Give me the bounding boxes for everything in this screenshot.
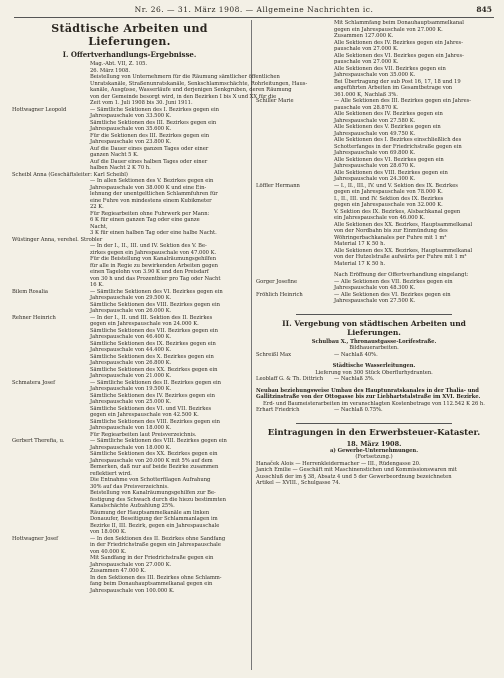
section2-title: II. Vergebung von städtischen Arbeiten und Lieferungen. — [282, 318, 466, 337]
entry-name: Wüstinger Anna, verehel. Strobler — [12, 236, 103, 243]
entry-text: Mit Sandfang in der Friedrichstraße gegen ein — [90, 555, 214, 561]
entry-text: Sämtliche Sektionen des XX. Bezirkes gegen ein — [90, 451, 218, 457]
entry-text: Bei Übertragung der sub Post 16, 17, 18 und 19 — [334, 78, 461, 85]
entry-text: V. Sektion des IX. Bezirkes, Alsbachkanal gegen — [334, 208, 461, 215]
s3-lines — [256, 461, 492, 487]
entry-text: Beistellung von Kanalräumungsgehilfen zur Be- — [90, 490, 216, 496]
s2-item1-text: — Nachlaß 40%. — [334, 351, 378, 358]
kataster-line: Artikel — XVIII., Schulgasse 74. — [256, 480, 341, 486]
section-title: Städtische Arbeiten und Lieferungen. — [51, 22, 208, 48]
entry-text: — In der I., II., III. und IV. Sektion des V. Be- — [90, 243, 207, 249]
section-subtitle: I. Offertverhandlungs-Ergebnisse. — [62, 50, 197, 59]
entry-text: ein Jahrespauschale von 46.000 K. — [334, 215, 425, 221]
entry-text: in der Friedrichstraße gegen ein Jahrespauschale — [90, 542, 221, 548]
page-number: 845 — [476, 5, 492, 14]
entry-text: Jahrespauschale von 33.500 K. — [90, 113, 172, 119]
entry-text: Sämtliche Sektionen des XX. Bezirkes gegen ein — [90, 366, 218, 373]
entry-text: lehnung der unentgeltlichen Schlammfuhren für — [90, 191, 218, 197]
entry-text: gegen ein Jahrespauschale von 27.000 K. — [334, 26, 443, 33]
entry-text: Sämtliche Sektionen des IV. Bezirkes gegen ein — [90, 392, 215, 399]
entry-text: Alle Sektionen des VII. Bezirkes gegen ein — [334, 65, 446, 72]
entry-text: Kanalschächte Aufzahlung 25%. — [90, 503, 175, 509]
entry-text: Jahrespauschale von 20.000 K mit 5% auf dem — [90, 457, 213, 464]
entry-text: Für Regiearbeiten laut Preisverzeichnis. — [90, 431, 197, 438]
entry-text: Alle Sektionen des VI. Bezirkes gegen ein Jahres- — [334, 52, 464, 59]
separator — [296, 314, 452, 315]
entry-text: Sämtliche Sektionen des VI. und VII. Bezirkes — [90, 405, 212, 412]
entry-text: zirkes gegen ein Jahrespauschale von 47.000 K. — [90, 249, 217, 256]
text-line — [12, 542, 247, 549]
entry-text: Bemerken, daß nur auf beide Bezirke zusammen — [90, 464, 219, 470]
entry-text: Alle Sektionen des XX. Bezirkes, Hauptsammelkanal — [334, 247, 473, 254]
header-title: Nr. 26. — 31. März 1908. — Allgemeine Nachrichten ic. — [134, 5, 374, 14]
entry-text: — In den Sektionen des II. Bezirkes ohne Sandfang — [90, 535, 226, 542]
kataster-line: Janich Emilie — Geschäft mit Maschinenstichen und Kommissionswaren mit — [256, 467, 457, 473]
entry-text: von 30 h und das Prozentbier pro Tag oder Nacht — [90, 275, 221, 282]
entry-text: fang beim Donauhauptsammelkanal gegen ein — [90, 581, 213, 587]
right-column — [256, 20, 492, 670]
entry-text: Jahrespauschale von 24.300 K. — [334, 176, 416, 182]
entry-text: Jahrespauschale von 100.000 K. — [90, 587, 175, 594]
entry-text: eine Fuhre von mindestens einem Kubikmeter — [90, 197, 212, 204]
entry-text: Jahrespauschale von 25.000 K. — [90, 399, 172, 405]
entry-text: Jahrespauschale von 18.000 K. — [90, 425, 172, 431]
entry-text: Bezirke II, III. Bezirk, gegen ein Jahrespauschale — [90, 522, 220, 529]
entry-text: einen Tagelohn von 3.90 K und den Preisdarf — [90, 269, 209, 275]
entry-text: Jahrespauschale von 48.300 K. — [334, 285, 416, 291]
s2-item2-name: Leoblaff G. & Th. Dittrich — [256, 376, 324, 382]
entry-text: Beistellung von Unternehmern für die Räumung sämtlicher öffentlichen — [90, 74, 280, 80]
entry-text: Jahrespauschale von 69.800 K. — [334, 150, 416, 156]
entry-text: Räumung der Hauptsammelkanäle am linken — [90, 509, 210, 516]
entry-text: von der Gemeinde besorgt wird, in den Bezirken I bis X und XX für die — [90, 93, 277, 100]
entry-text: Für die Sektionen des III. Bezirkes gegen ein — [90, 132, 210, 139]
entry-text: Jahrespauschale von 46.400 K. — [90, 334, 172, 340]
entry-text: Zeit vom 1. Juli 1908 bis 30. Juni 1911. — [90, 100, 193, 106]
entry-text: Auf die Dauer eines ganzen Tages oder einer — [90, 145, 209, 152]
entry-text: Auf die Dauer eines halben Tages oder einer — [90, 158, 208, 165]
entry-name: Gorger Josefine — [256, 278, 298, 285]
s2-item3-text: — Nachlaß 0.75%. — [334, 407, 383, 413]
s3-date: 18. März 1908. — [346, 439, 402, 448]
entry-text: — Alle Sektionen des III. Bezirkes gegen ein Jahres- — [334, 98, 472, 104]
entry-text: Alle Sektionen des V. Bezirkes gegen ein — [334, 124, 441, 130]
entry-text: Jahrespauschale von 21.000 K. — [90, 373, 172, 379]
entry-text: Donauufer, Beseitigung der Schlammanlagen im — [90, 516, 218, 522]
entry-text: gegen ein Jahrespauschale von 78.000 K. — [334, 189, 443, 195]
kataster-line: Hanaček Alois — Herrenkleidermacher — III., Rüdengasse 20. — [256, 460, 421, 467]
entry-text: Für Regiearbeiten ohne Fuhrwerk per Mann: — [90, 210, 210, 217]
entry-name: Schiller Marie — [256, 98, 294, 104]
entry-text: — Sämtliche Sektionen des II. Bezirkes gegen ein — [90, 379, 222, 386]
entry-text: festigung des Schwach durch die hiezu bestimmten — [90, 496, 226, 503]
entry-text: angeführten Arbeiten im Gesamtbetrage von — [334, 85, 453, 91]
entry-text: Jahrespauschale von 29.500 K. — [90, 295, 172, 301]
entry-text: 26. März 1908. — [90, 67, 131, 74]
entry-name: Hottwagner Josef — [12, 535, 59, 542]
entry-text: pauschale von 27.000 K. — [334, 59, 399, 65]
entry-name: Fröhlich Heinrich — [256, 291, 303, 298]
s2-paragraph-2: Erd- und Baumeisterarbeiten im veranschlagten Kostenbetrage von 112.542 K 26 h. — [263, 400, 485, 407]
entry-name: Bilem Rosalia — [12, 288, 48, 295]
entry-text: Sämtliche Sektionen des X. Bezirkes gegen ein — [90, 353, 214, 360]
s2-item3-name: Erhart Friedrich — [256, 407, 300, 413]
entry-text: — Alle Sektionen des VII. Bezirkes gegen ein — [334, 278, 453, 285]
entry-text: von 40.000 K. — [90, 548, 127, 555]
entry-text: Sämtliche Sektionen des VII. Bezirkes gegen ein — [90, 327, 218, 334]
entry-text: Schotterfanges in der Friedrichstraße gegen ein — [334, 143, 462, 150]
text-line — [12, 588, 247, 595]
entry-text: Material 17 K 50 h. — [334, 260, 386, 267]
entry-text: Jahrespauschale von 35.600 K. — [90, 126, 172, 132]
entry-text: Sämtliche Sektionen des VIII. Bezirkes gegen ein — [90, 418, 220, 425]
entry-text: Jahrespauschale von 26.800 K. — [90, 360, 172, 366]
entry-text: Sämtliche Sektionen des IX. Bezirkes gegen ein — [90, 340, 216, 347]
entry-text: Für die Beistellung von Kanalräumungsgehilfen — [90, 256, 217, 262]
entry-text: Jahrespauschale von 28.670 K. — [334, 163, 416, 169]
entry-text: Jahrespauschale von 26.000 K. — [90, 308, 172, 314]
entry-text: Jahrespauschale von 27.500 K. — [334, 298, 416, 304]
entry-text: gegen ein Jahrespauschale von 42.500 K. — [90, 412, 199, 418]
entry-text: Nacht, — [90, 223, 108, 230]
entry-text: 361.000 K, Nachlaß 3%. — [334, 91, 398, 98]
entry-text: gegen ein Jahrespauschale von 32.000 K. — [334, 202, 443, 208]
entry-text: Jahrespauschale von 35.000 K. — [334, 72, 416, 78]
entry-name: Hottwagner Leopold — [12, 106, 67, 113]
kataster-line: Ausschluß der im § 38, Absatz 4 und 5 der Gewerbeordnung bezeichneten — [256, 473, 452, 480]
entry-text: kanäle, Ausgüsse, Wasserläufe und derjenigen Senkgruben, deren Räumung — [90, 87, 292, 93]
entry-text: — Alle Sektionen des VI. Bezirkes gegen ein — [334, 291, 451, 298]
s3-subheading: a) Gewerbe-Unternehmungen. — [329, 447, 419, 454]
entry-text: pauschale von 28.870 K. — [334, 104, 399, 111]
entry-text: Mag.-Abt. VII, Z. 105. — [90, 61, 148, 67]
entry-text: Zusammen 47.000 K. — [90, 568, 146, 574]
entry-text: 16 K. — [90, 282, 104, 288]
entry-name: Rehner Heinrich — [12, 314, 56, 321]
entry-text: Jahrespauschale von 49.750 K. — [334, 130, 416, 137]
entry-text: Material 17 K 50 h. — [334, 241, 386, 247]
s2-item2-text: — Nachlaß 3%. — [334, 376, 375, 382]
entry-name: Löffler Hermann — [256, 182, 300, 189]
entry-text: Alle Sektionen des IV. Bezirkes gegen ein Jahres- — [334, 39, 463, 46]
entry-text: Jahrespauschale von 23.800 K. — [90, 139, 172, 145]
entry-text: I., II., III. und IV. Sektion des IX. Bezirkes — [334, 195, 444, 202]
section3-title: Eintragungen in den Erwerbsteuer-Kataster. — [267, 427, 481, 438]
entry-text: Jahrespauschale von 27.000 K. — [90, 561, 172, 568]
entry-text: — Sämtliche Sektionen des VI. Bezirkes gegen ein — [90, 288, 223, 295]
s2-item1-name: Schreißl Max — [256, 351, 292, 358]
entry-text: Jahrespauschale von 44.400 K. — [90, 347, 172, 353]
entry-text: ganzen Nacht 5 K. — [90, 152, 139, 158]
entry-text: pauschale von 27.000 K. — [334, 46, 399, 52]
s2-paragraph-1: Neubau beziehungsweise Umbau des Hauptunratskanales in der Thalia- und Gallitzinstraße von der Ottogasse bis zur Liebhartstalstraße im XVI. Bezirke. — [256, 387, 481, 400]
entry-text: Zusammen 127.000 K. — [334, 33, 394, 39]
entry-text: 6 K für einen ganzen Tag oder eine ganze — [90, 217, 200, 223]
entry-text: 22 K. — [90, 204, 104, 210]
entry-text: Alle Sektionen des I. Bezirkes einschließlich des — [334, 137, 462, 143]
entry-text: — In der I., II. und III. Sektion des II. Bezirkes — [90, 314, 213, 321]
entry-text: halben Nacht 2 K 70 h. — [90, 165, 151, 171]
entry-text: Jahrespauschale von 19.500 K. — [90, 386, 172, 392]
separator-2 — [296, 423, 452, 424]
s2-subheading-1: Schulbau X., Thronaustgasse-Lorifestraße. — [311, 338, 437, 345]
entry-text: Die Entnahme von Schotterfilagen Aufrahung — [90, 477, 211, 483]
entry-text: Jahrespauschale von 38.000 K und eine Ein- — [90, 184, 207, 191]
entry-text: Alle Sektionen des VIII. Bezirkes gegen ein — [334, 169, 448, 176]
entry-text: In den Sektionen des III. Bezirkes ohne Schlamm- — [90, 574, 222, 581]
entry-text: Unratskanäle, Straßenunratskanäle, Senkschlammschächte, Rohrleitungen, Haus- — [90, 80, 308, 87]
entry-text: reflektiert wird. — [90, 470, 132, 477]
entry-text: Sämtliche Sektionen des III. Bezirkes gegen ein — [90, 119, 217, 126]
entry-text: Nach Eröffnung der Offertverhandlung eingelangt: — [334, 272, 469, 278]
entry-text: von der Nordbahn bis zur Einmündung des — [334, 228, 448, 234]
s3-continuation: (Fortsetzung.) — [355, 454, 393, 460]
entry-text: — I., II., III., IV. und V. Sektion des IX. Bezirkes — [334, 182, 458, 189]
entry-text: Alle Sektionen des IV. Bezirkes gegen ein — [334, 111, 443, 117]
s2-subheading-2b: Lieferung von 300 Stück Oberflurhydranten. — [315, 369, 433, 376]
entry-text: — Sämtliche Sektionen des VIII. Bezirkes gegen ein — [90, 438, 227, 444]
entry-text: 3 K für einen halben Tag oder eine halbe Nacht. — [90, 230, 217, 236]
entry-text: Alle Sektionen des VI. Bezirkes gegen ein — [334, 156, 444, 163]
entry-text: Jahrespauschale von 27.580 K. — [334, 117, 416, 124]
entry-text: von der Hutzelstraße aufwärts per Fuhre mit 1 m³ — [334, 254, 467, 260]
entry-text: — In allen Sektionen des V. Bezirkes gegen ein — [90, 178, 214, 184]
entry-text: Jahrespauschale von 18.000 K. — [90, 444, 172, 451]
entry-text: — Sämtliche Sektionen des I. Bezirkes gegen ein — [90, 106, 219, 113]
s2-subheading-1b: Bildhauerarbeiten. — [349, 345, 399, 351]
entry-text: Wöhringerbachkanales per Fuhre mit 1 m³ — [334, 234, 447, 241]
right-lines — [256, 20, 492, 267]
s2-subheading-2: Städtische Wasserleitungen. — [332, 363, 416, 369]
entry-text: von 18.000 K. — [90, 529, 127, 535]
right-after-lines — [256, 272, 492, 305]
entry-text: gegen ein Jahrespauschale von 24.000 K. — [90, 321, 199, 327]
column-divider — [251, 20, 252, 670]
page-header — [14, 5, 494, 18]
entry-text: Mit Schlammfang beim Donauhauptsammelkanal — [334, 20, 464, 26]
entry-text: 30% auf das Preisverzeichnis. — [90, 483, 169, 490]
entry-name: Schmatera Josef — [12, 379, 56, 386]
entry-text: Sämtliche Sektionen des VIII. Bezirkes gegen ein — [90, 301, 220, 308]
entry-name: Gerbert Therefia, u. — [12, 438, 65, 444]
entry-name: Scheibl Anna (Geschäftsleiter: Karl Scheibl) — [12, 171, 128, 178]
entry-text: für alle in Regie zu bewirkenden Arbeiten gegen — [90, 262, 219, 269]
entry-text: Alle Sektionen des XX. Bezirkes, Hauptsammelkanal — [334, 221, 473, 228]
